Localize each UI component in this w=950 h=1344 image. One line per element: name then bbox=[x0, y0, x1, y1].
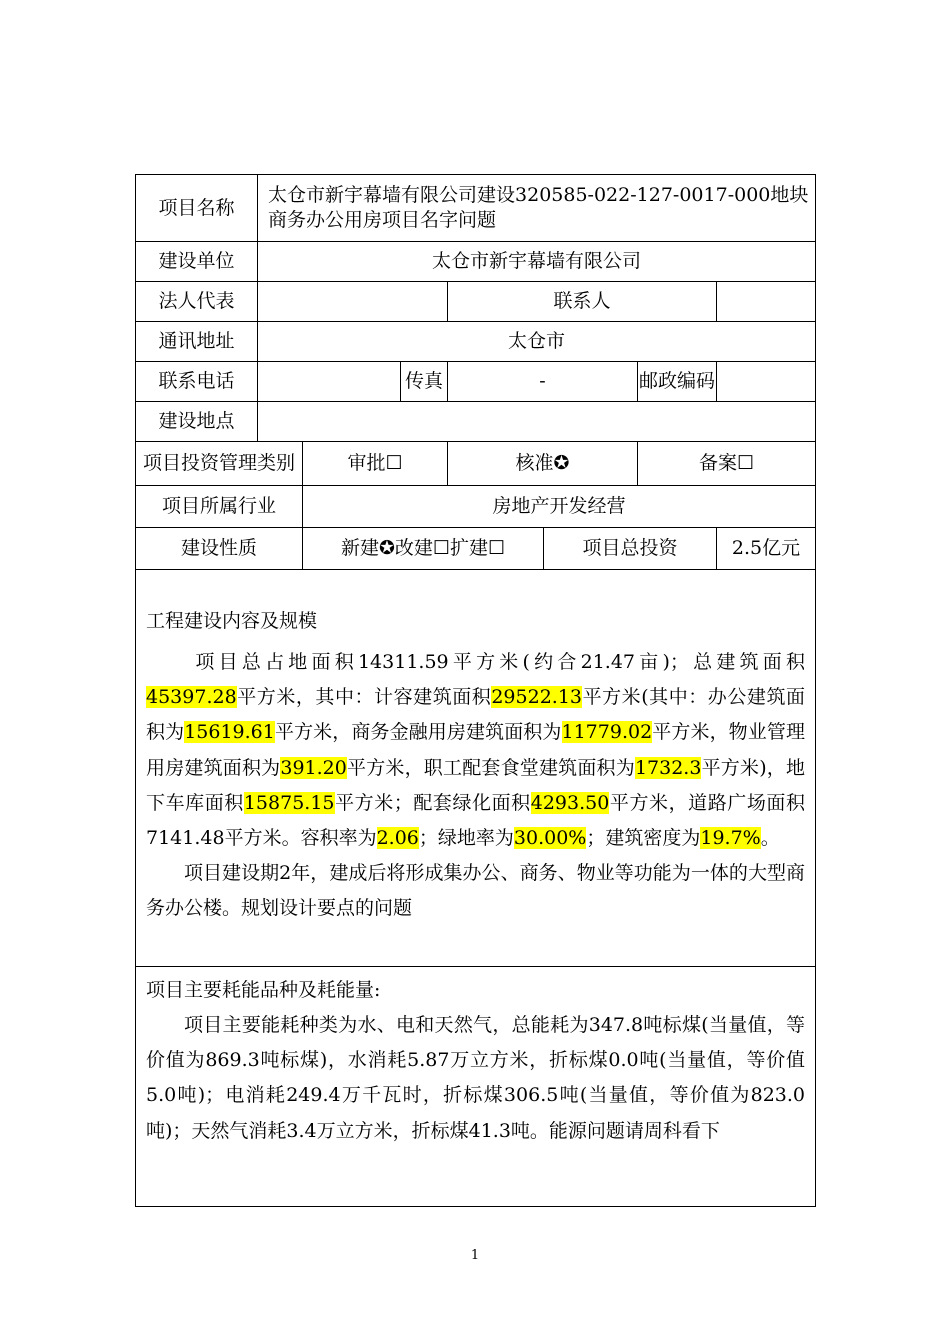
energy-section bbox=[136, 967, 816, 1207]
highlight-green-area: 4293.50 bbox=[530, 791, 610, 814]
highlight-commercial-area: 11779.02 bbox=[561, 721, 653, 744]
fax-value: - bbox=[448, 362, 638, 402]
postcode-label: 邮政编码 bbox=[638, 362, 717, 402]
project-name-value: 太仓市新宇幕墙有限公司建设320585-022-127-0017-000地块商务办公用房项目名字问题 bbox=[258, 175, 816, 242]
energy-heading: 项目主要耗能品种及耗能量: bbox=[146, 979, 381, 1001]
row-mgmt-type bbox=[136, 442, 816, 486]
mgmt-option-approval: 审批☐ bbox=[303, 442, 448, 486]
page-number: 1 bbox=[470, 1248, 480, 1263]
phone-value bbox=[258, 362, 401, 402]
highlight-canteen-area: 1732.3 bbox=[634, 756, 702, 779]
phone-label: 联系电话 bbox=[136, 362, 258, 402]
total-investment-label: 项目总投资 bbox=[544, 528, 717, 570]
row-energy bbox=[136, 967, 816, 1207]
highlight-property-area: 391.20 bbox=[280, 756, 347, 779]
highlight-total-area: 45397.28 bbox=[146, 686, 237, 709]
row-site bbox=[136, 402, 816, 442]
highlight-plot-ratio: 2.06 bbox=[376, 826, 419, 849]
site-label: 建设地点 bbox=[136, 402, 258, 442]
contact-label: 联系人 bbox=[448, 282, 717, 322]
fax-label: 传真 bbox=[401, 362, 448, 402]
highlight-plot-area: 29522.13 bbox=[491, 686, 583, 709]
postcode-value bbox=[717, 362, 816, 402]
legal-rep-label: 法人代表 bbox=[136, 282, 258, 322]
project-name-label: 项目名称 bbox=[136, 175, 258, 242]
builder-value: 太仓市新宇幕墙有限公司 bbox=[258, 242, 816, 282]
address-value: 太仓市 bbox=[258, 322, 816, 362]
nature-label: 建设性质 bbox=[136, 528, 303, 570]
legal-rep-value bbox=[258, 282, 448, 322]
row-address bbox=[136, 322, 816, 362]
industry-value: 房地产开发经营 bbox=[303, 486, 816, 528]
site-value bbox=[258, 402, 816, 442]
row-industry bbox=[136, 486, 816, 528]
highlight-green-ratio: 30.00% bbox=[513, 826, 587, 849]
row-builder bbox=[136, 242, 816, 282]
highlight-building-density: 19.7% bbox=[700, 826, 761, 849]
energy-paragraph: 项目主要能耗种类为水、电和天然气，总能耗为347.8吨标煤(当量值，等价值为869.3吨标煤)，水消耗5.87万立方米，折标煤0.0吨(当量值，等价值5.0吨)；电消耗249.4万千瓦时，折标煤306.5吨(当量值，等价值为823.0吨)；天然气消耗3.4万立方米，折标煤41.3吨。能源问题请周科看下 bbox=[146, 1014, 806, 1142]
row-nature bbox=[136, 528, 816, 570]
nature-value: 新建✪改建☐扩建☐ bbox=[303, 528, 544, 570]
total-investment-value: 2.5亿元 bbox=[717, 528, 816, 570]
row-project-name bbox=[136, 175, 816, 242]
scope-heading: 工程建设内容及规模 bbox=[146, 610, 318, 632]
scope-paragraph-1: 项目总占地面积14311.59平方米(约合21.47亩)；总建筑面积45397.28平方米，其中：计容建筑面积29522.13平方米(其中：办公建筑面积为15619.61平方米，商务金融用房建筑面积为11779.02平方米，物业管理用房建筑面积为391.20平方米，职工配套食堂建筑面积为1732.3平方米)，地下车库面积15875.15平方米；配套绿化面积4293.50平方米，道路广场面积7141.48平方米。容积率为2.06；绿地率为30.00%；建筑密度为19.7%。 bbox=[146, 651, 806, 849]
industry-label: 项目所属行业 bbox=[136, 486, 303, 528]
contact-value bbox=[717, 282, 816, 322]
row-legal-rep bbox=[136, 282, 816, 322]
address-label: 通讯地址 bbox=[136, 322, 258, 362]
project-info-table bbox=[135, 174, 816, 1207]
row-scope bbox=[136, 570, 816, 967]
mgmt-option-filing: 备案☐ bbox=[638, 442, 816, 486]
mgmt-type-label: 项目投资管理类别 bbox=[136, 442, 303, 486]
scope-paragraph-2: 项目建设期2年，建成后将形成集办公、商务、物业等功能为一体的大型商务办公楼。规划设计要点的问题 bbox=[146, 861, 806, 920]
builder-label: 建设单位 bbox=[136, 242, 258, 282]
mgmt-option-verification: 核准✪ bbox=[448, 442, 638, 486]
row-phone bbox=[136, 362, 816, 402]
scope-section bbox=[136, 570, 816, 967]
highlight-garage-area: 15875.15 bbox=[243, 791, 335, 814]
highlight-office-area: 15619.61 bbox=[184, 721, 275, 744]
